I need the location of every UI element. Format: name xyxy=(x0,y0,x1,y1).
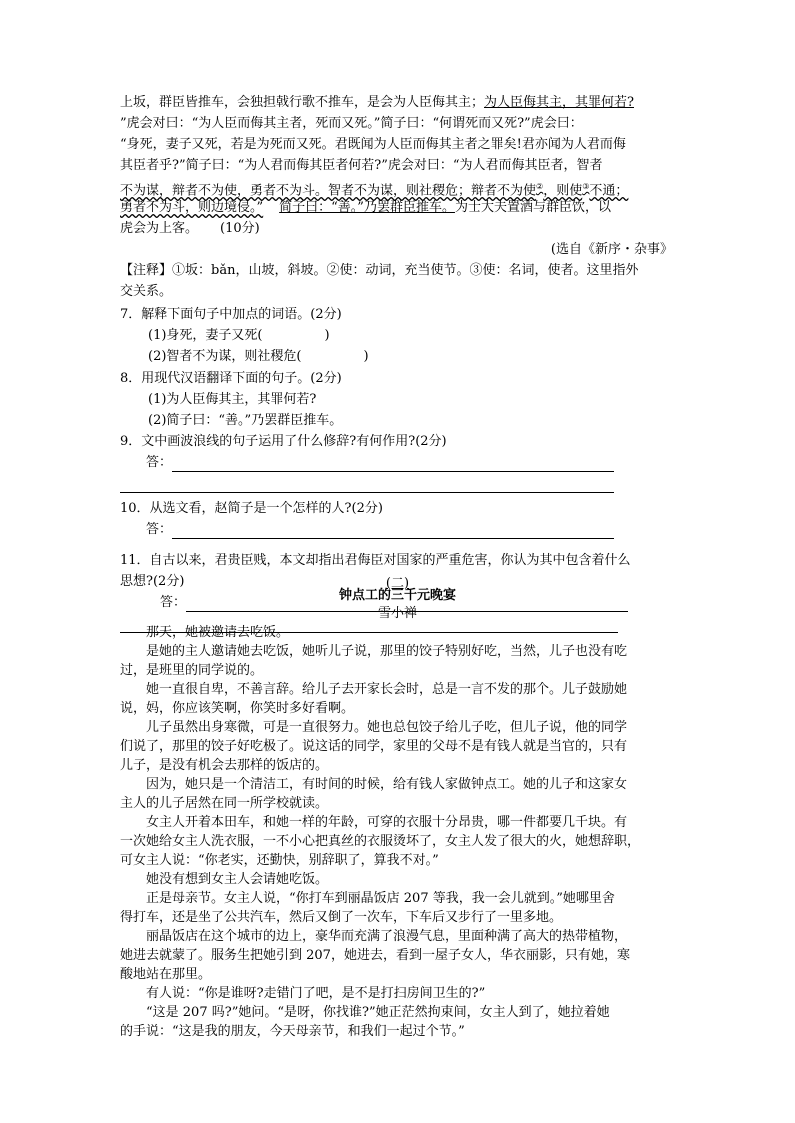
paragraph-line: 丽晶饭店在这个城市的边上，豪华而充满了浪漫气息，里面种满了高大的热带植物， xyxy=(146,929,628,944)
answer-line[interactable] xyxy=(172,471,614,472)
paragraph-line: 过，是班里的同学说的。 xyxy=(120,663,264,678)
text: ) xyxy=(324,328,330,343)
notes-line: 【注释】①坂：bǎn，山坡，斜坡。②使：动词，充当使节。③使：名词，使者。这里指外 xyxy=(120,263,639,278)
wavy-sentence: 勇者不为斗，则边境侵。” xyxy=(120,200,264,215)
footnote-mark: ② xyxy=(536,182,544,191)
question-8: 8．用现代汉语翻译下面的句子。(2分) xyxy=(120,371,342,386)
score: (10分) xyxy=(220,221,260,236)
paragraph-line: 一次她给女主人洗衣服，一不小心把真丝的衣服烫坏了，女主人发了很大的火，她想辞职， xyxy=(120,834,641,849)
paragraph-line: 那天，她被邀请去吃饭。 xyxy=(146,625,290,640)
text: 为士大夫置酒与群臣饮，以 xyxy=(454,200,611,215)
answer-line[interactable] xyxy=(172,538,614,539)
question-11-cont: 思想?(2分) xyxy=(120,574,185,589)
question-7-item-1 xyxy=(148,327,330,344)
passage-line xyxy=(120,199,611,216)
underlined-sentence: 简子曰：“善。”乃罢群臣推车。 xyxy=(279,200,455,215)
paragraph-line: 们说了，那里的饺子好吃极了。说这话的同学，家里的父母不是有钱人就是当官的，只有 xyxy=(120,739,628,754)
paragraph-line: 主人的儿子居然在同一所学校就读。 xyxy=(120,796,329,811)
answer-line[interactable] xyxy=(120,492,614,493)
section-label: (二) xyxy=(385,576,410,591)
passage-line: 其臣者乎?”简子曰：“为人君而侮其臣者何若?”虎会对曰：“为人君而侮其臣者，智者 xyxy=(120,158,603,173)
paragraph-line: 可女主人说：“你老实，还勤快，别辞职了，算我不对。” xyxy=(120,853,439,868)
passage-line xyxy=(120,220,260,237)
passage-line xyxy=(120,94,634,111)
paragraph-line: 女主人开着本田车，和她一样的年龄，可穿的衣服十分昂贵，哪一件都要几千块。有 xyxy=(146,815,628,830)
paragraph-line: 是她的主人邀请她去吃饭，她听儿子说，那里的饺子特别好吃，当然，儿子也没有吃 xyxy=(146,644,628,659)
question-10: 10．从选文看，赵简子是一个怎样的人?(2分) xyxy=(120,501,383,516)
passage-line: ”虎会对曰：“为人臣而侮其主者，死而又死。”简子曰：“何谓死而又死?”虎会曰： xyxy=(120,116,583,131)
wavy-sentence: ，则使 xyxy=(543,183,583,199)
footnote-mark: ③ xyxy=(582,182,590,191)
paragraph-line: 她没有想到女主人会请她吃饭。 xyxy=(146,872,329,887)
wavy-sentence: 不通； xyxy=(589,183,629,199)
question-7: 7．解释下面句子中加点的词语。(2分) xyxy=(120,307,342,322)
paragraph-line: 得打车，还是坐了公共汽车，然后又倒了一次车，下车后又步行了一里多地。 xyxy=(120,910,563,925)
paragraph-line: 儿子虽然出身寒微，可是一直很努力。她也总包饺子给儿子吃，但儿子说，他的同学 xyxy=(146,720,628,735)
underlined-sentence: 为人臣侮其主，其罪何若? xyxy=(484,95,634,110)
question-8-item-1: (1)为人臣侮其主，其罪何若? xyxy=(148,392,317,407)
paragraph-line: 她进去就蒙了。服务生把她引到 207，她进去，看到一屋子女人，华衣丽影，只有她，寒 xyxy=(120,948,630,963)
paragraph-line: 说，妈，你应该笑啊，你笑时多好看啊。 xyxy=(120,701,355,716)
text: 虎会为上客。 xyxy=(120,221,199,236)
text: (2)智者不为谋，则社稷危( xyxy=(148,349,302,364)
source-citation: (选自《新序・杂事》 xyxy=(550,242,673,257)
paragraph-line: 有人说：“你是谁呀?走错门了吧，是不是打扫房间卫生的?” xyxy=(146,986,486,1001)
paragraph-line: 她一直很自卑，不善言辞。给儿子去开家长会时，总是一言不发的那个。儿子鼓励她 xyxy=(146,682,628,697)
paragraph-line: 儿子，是没有机会去那样的饭店的。 xyxy=(120,758,329,773)
paragraph-line: 因为，她只是一个清洁工，有时间的时候，给有钱人家做钟点工。她的儿子和这家女 xyxy=(146,777,628,792)
text: ) xyxy=(363,349,369,364)
passage-line xyxy=(120,178,629,199)
notes-line: 交关系。 xyxy=(120,284,173,299)
paragraph-line: 正是母亲节。女主人说，“你打车到丽晶饭店 207 等我，我一会儿就到。”她哪里舍 xyxy=(146,891,615,906)
paragraph-line: 的手说：“这是我的朋友，今天母亲节，和我们一起过个节。” xyxy=(120,1024,465,1039)
answer-label: 答： xyxy=(146,522,173,537)
text: (1)身死，妻子又死( xyxy=(148,328,263,343)
paragraph-line: 酸地站在那里。 xyxy=(120,967,212,982)
answer-label: 答： xyxy=(160,595,187,610)
question-8-item-2: (2)简子曰：“善。”乃罢群臣推车。 xyxy=(148,413,343,428)
question-7-item-2 xyxy=(148,348,369,365)
question-11: 11．自古以来，君贵臣贱，本文却指出君侮臣对国家的严重危害，你认为其中包含着什么 xyxy=(120,553,631,568)
question-9: 9．文中画波浪线的句子运用了什么修辞?有何作用?(2分) xyxy=(120,434,447,449)
wavy-sentence: 不为谋，辩者不为使，勇者不为斗。智者不为谋，则社稷危；辩者不为使 xyxy=(120,183,537,199)
text: 上坂，群臣皆推车，会独担戟行歌不推车，是会为人臣侮其主； xyxy=(120,95,485,110)
article-author: 雪小禅 xyxy=(377,606,417,621)
passage-line: “身死，妻子又死，若是为死而又死。君既闻为人臣而侮其主者之罪矣!君亦闻为人君而侮 xyxy=(120,137,626,152)
paragraph-line: “这是 207 吗?”她问。“是呀，你找谁?”她正茫然拘束间，女主人到了，她拉着她 xyxy=(146,1005,610,1020)
article-title: 钟点工的三千元晚宴 xyxy=(338,588,456,603)
answer-label: 答： xyxy=(146,455,173,470)
